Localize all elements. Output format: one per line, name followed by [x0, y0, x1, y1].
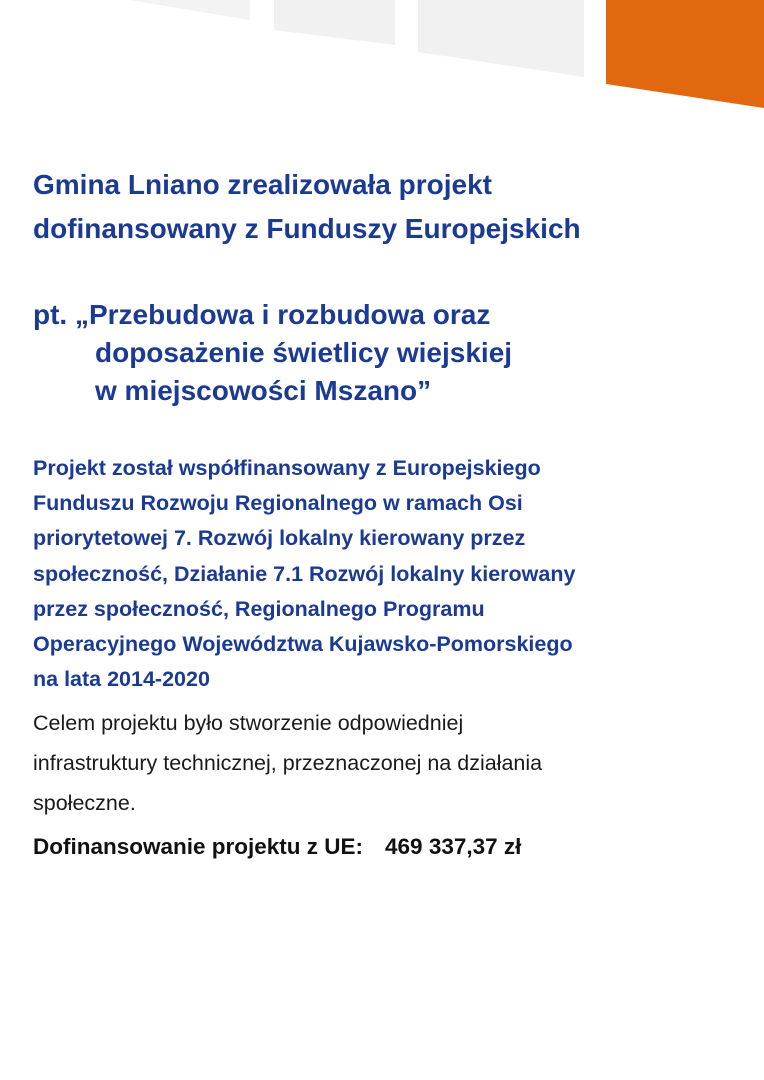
funding-amount-label: Dofinansowanie projektu z UE: — [33, 834, 364, 859]
funding-line: na lata 2014-2020 — [33, 667, 210, 692]
project-title-line: pt. „Przebudowa i rozbudowa oraz — [33, 299, 491, 330]
deco-gray-shape-1 — [130, 0, 250, 20]
project-title — [33, 296, 733, 410]
goal-line: społeczne. — [33, 791, 136, 815]
project-title-line: doposażenie świetlicy wiejskiej — [95, 337, 513, 368]
funding-line: priorytetowej 7. Rozwój lokalny kierowany przez — [33, 526, 526, 551]
funding-line: Funduszu Rozwoju Regionalnego w ramach Osi — [33, 491, 523, 516]
headline-line: dofinansowany z Funduszy Europejskich — [33, 213, 581, 244]
funding-amount — [33, 827, 733, 867]
headline-line: Gmina Lniano zrealizowała projekt — [33, 169, 492, 200]
deco-gray-shape-2 — [274, 0, 395, 45]
funding-line: przez społeczność, Regionalnego Programu — [33, 596, 485, 621]
funding-line: Projekt został współfinansowany z Europejskiego — [33, 456, 541, 480]
goal-line: Celem projektu było stworzenie odpowiedniej — [33, 711, 464, 735]
header-decoration — [0, 0, 764, 120]
funding-line: Operacyjnego Województwa Kujawsko-Pomorskiego — [33, 632, 573, 657]
project-goal — [33, 703, 733, 823]
project-title-line: w miejscowości Mszano” — [95, 375, 432, 406]
headline — [33, 163, 733, 251]
funding-line: społeczność, Działanie 7.1 Rozwój lokalny kierowany — [33, 561, 576, 586]
deco-orange-shape — [606, 0, 764, 108]
funding-description — [33, 451, 733, 697]
deco-gray-shape-3 — [418, 0, 584, 77]
goal-line: infrastruktury technicznej, przeznaczonej na działania — [33, 751, 543, 775]
funding-amount-value: 469 337,37 zł — [385, 834, 522, 859]
